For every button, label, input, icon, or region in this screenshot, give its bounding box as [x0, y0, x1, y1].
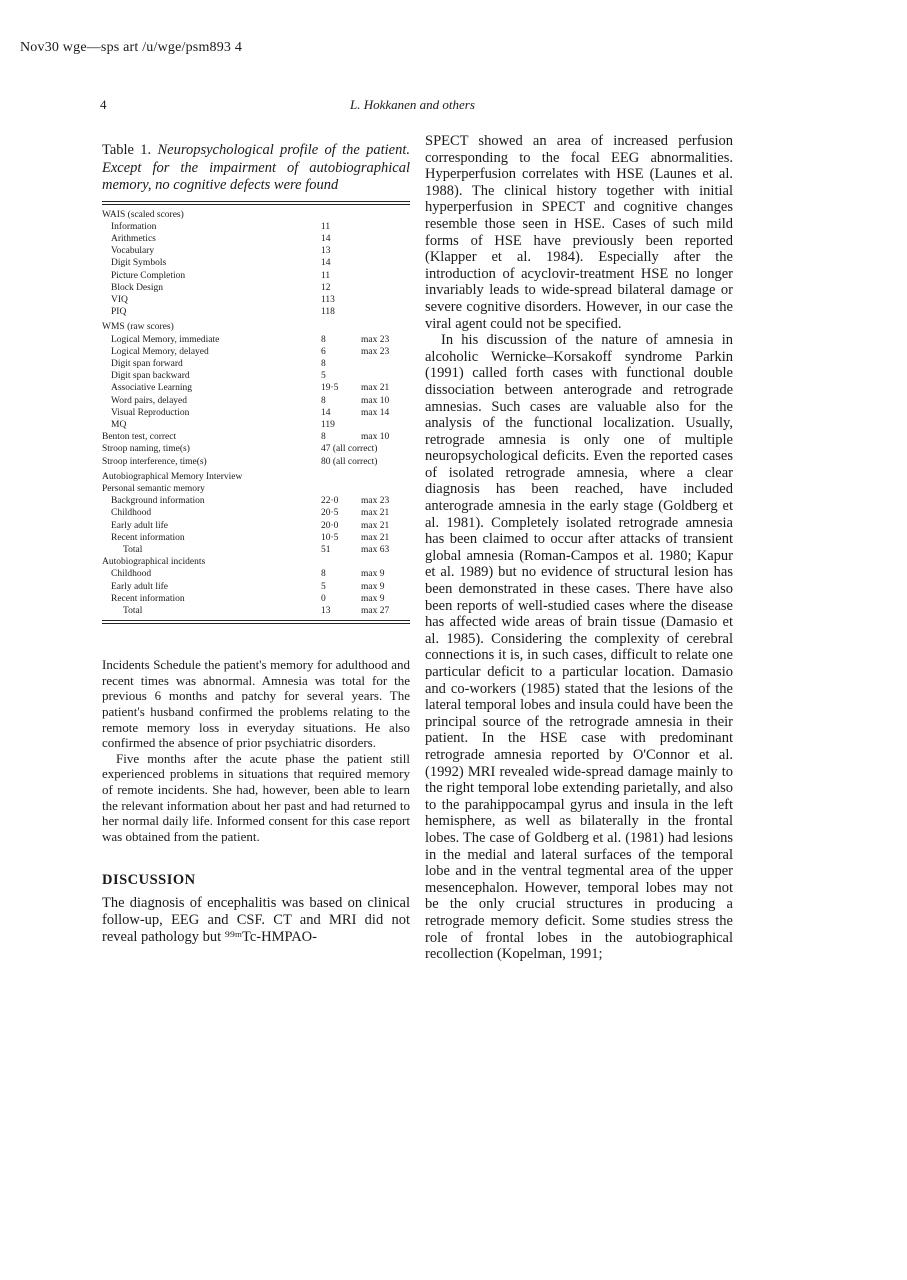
table-row [102, 294, 410, 306]
table-row-label: Early adult life [111, 520, 168, 531]
table-row-label: Recent information [111, 532, 185, 543]
table-row-value: 113 [321, 294, 335, 305]
table-row-value: 12 [321, 282, 331, 293]
table-row-max [361, 370, 410, 382]
table-row-label: Block Design [111, 282, 163, 293]
table-row-max [361, 468, 410, 483]
table-row-max: max 63 [361, 544, 390, 555]
table-row [102, 221, 410, 233]
table-row-value: 5 [321, 581, 326, 592]
table-row-value: 118 [321, 307, 335, 318]
table-row-label: Childhood [111, 508, 152, 519]
table-row-value: 20·0 [321, 520, 339, 531]
table-row-value [321, 209, 361, 221]
table-row-value: 14 [321, 407, 331, 418]
table-row-value: 5 [321, 371, 326, 382]
table-row-label: Stroop interference, time(s) [102, 456, 207, 467]
table-row-max [361, 556, 410, 568]
table-row-value: 119 [321, 419, 335, 430]
table-row-max: max 21 [361, 532, 390, 543]
table-row-max [361, 358, 410, 370]
table-row-value [321, 468, 361, 483]
table-caption-number: Table 1. [102, 142, 152, 158]
table-row-max [361, 245, 410, 257]
table-row-label: Logical Memory, immediate [111, 334, 220, 345]
table-row-value: 8 [321, 358, 326, 369]
running-head: L. Hokkanen and others [350, 97, 475, 112]
table-row-max: max 23 [361, 496, 390, 507]
table-row-max [361, 294, 410, 306]
file-slug: Nov30 wge—sps art /u/wge/psm893 4 [20, 40, 243, 55]
table-row [102, 456, 410, 468]
left-paragraph-1: Incidents Schedule the patient's memory for adulthood and recent times was abnormal. Amnesia was total for the previous 6 months and patchy for several years. The patient's husband confirmed the problems relating to the remote memory loss in everyday situations. He also confirmed the absence of prior psychiatric disorders. [102, 657, 410, 751]
table-row [102, 544, 410, 556]
table-row-label: Digit Symbols [111, 258, 167, 269]
table-row-label: Stroop naming, time(s) [102, 444, 190, 455]
left-column [102, 142, 410, 945]
table-row-label: Digit span backward [111, 371, 190, 382]
table-row [102, 532, 410, 544]
table-row-max: max 9 [361, 581, 385, 592]
table-row [102, 443, 410, 455]
table-row-max: max 9 [361, 593, 385, 604]
table-row [102, 507, 410, 519]
table-row-value: 14 [321, 258, 331, 269]
table-row-label: Early adult life [111, 581, 168, 592]
table-row-label: Logical Memory, delayed [111, 346, 209, 357]
table-row-value [321, 556, 361, 568]
table-row-max: max 21 [361, 508, 390, 519]
table-row [102, 270, 410, 282]
page-number: 4 [100, 97, 107, 112]
table-row-max: max 10 [361, 432, 390, 443]
table-row [102, 257, 410, 269]
table-row-max: max 10 [361, 395, 390, 406]
table-row-value: 0 [321, 593, 326, 604]
table-row-label: Vocabulary [111, 246, 155, 257]
table-row-max [361, 221, 410, 233]
right-paragraph-2: In his discussion of the nature of amnesia in alcoholic Wernicke–Korsakoff syndrome Parkin (1991) called forth cases with functional double dissociation between anterograde and retrograde amnesias. Such cases are valuable also for the analysis of the functional localization. Usually, retrograde amnesia is only one of multiple neuropsychological deficits. Even the reported cases of isolated retrograde amnesia, where a clear diagnosis has been reached, have included anterograde amnesia in the early stage (Goldberg et al. 1981). Completely isolated retrograde amnesia has been claimed to occur after attacks of transient global amnesia (Roman-Campos et al. 1980; Kapur et al. 1989) but no evidence of structural lesion has been demonstrated in these cases. There have also been reports of well-studied cases where the disease has affected wide areas of brain tissue (Damasio et al. 1985). Considering the complexity of cerebral connections it is, in such cases, difficult to relate one particular deficit to a particular location. Damasio and co-workers (1985) stated that the lesions of the lateral temporal lobes and insula could have been the principal source of the retrograde amnesia in their patient. In the HSE case with predominant retrograde amnesia reported by O'Connor et al. (1992) MRI revealed wide-spread damage mainly to the right temporal lobe extending parietally, and also to the parahippocampal gyrus and insula in the left hemisphere, as well as bilaterally in the frontal lobes. The case of Goldberg et al. (1981) had lesions in the medial and lateral surfaces of the temporal lobe and in the ventral tegmental area of the upper mesencephalon. However, temporal lobes may not be the only crucial structures in producing a retrograde memory deficit. Some studies stress the role of frontal lobes in the autobiographical recollection (Kopelman, 1991; [425, 332, 733, 963]
table-row-label: Visual Reproduction [111, 407, 190, 418]
table-row-max: max 27 [361, 606, 390, 616]
table-row-value: 13 [321, 606, 331, 616]
table-row [102, 282, 410, 294]
table-row-max [361, 419, 410, 431]
table-row-value: 11 [321, 270, 331, 281]
table-row-value: 10·5 [321, 532, 339, 543]
table-row [102, 245, 410, 257]
table-row-label: Personal semantic memory [102, 483, 205, 494]
table-row [102, 358, 410, 370]
table-row [102, 605, 410, 617]
table-row-value: 80 (all correct) [321, 456, 378, 467]
right-column [425, 133, 733, 963]
table-row-value: 14 [321, 233, 331, 244]
table-row [102, 483, 410, 495]
table-row-max [361, 282, 410, 294]
table-row-max [361, 270, 410, 282]
table-row [102, 395, 410, 407]
table-row-value [321, 483, 361, 495]
discussion-heading: DISCUSSION [102, 872, 196, 889]
table-row [102, 346, 410, 358]
table-caption [102, 142, 410, 195]
table-row-label: Word pairs, delayed [111, 395, 187, 406]
table-row [102, 382, 410, 394]
table-row-max: max 23 [361, 334, 390, 345]
table-row-label: PIQ [111, 307, 127, 318]
table-row-value: 8 [321, 432, 326, 443]
table-row-label: Childhood [111, 569, 152, 580]
table-row-value: 6 [321, 346, 326, 357]
table-row-max: max 9 [361, 569, 385, 580]
table-row [102, 495, 410, 507]
table-row [102, 419, 410, 431]
table-row-label: Benton test, correct [102, 432, 177, 443]
table-row-max [361, 233, 410, 245]
table-row-max [361, 257, 410, 269]
table-row-max [361, 318, 410, 333]
table-row-label: Autobiographical Memory Interview [102, 471, 243, 482]
table-row-value: 20·5 [321, 508, 339, 519]
table-row [102, 318, 410, 333]
table-top-rule [102, 201, 410, 205]
table-row-value: 22·0 [321, 496, 339, 507]
right-paragraph-1: SPECT showed an area of increased perfusion corresponding to the focal EEG abnormalities. Hyperperfusion correlates with HSE (Launes et al. 1988). The clinical history together with initial hyperperfusion in SPECT and cognitive changes resemble those seen in HSE. Cases of such mild forms of HSE have previously been reported (Klapper et al. 1984). Especially after the introduction of acyclovir-treatment HSE no longer invariably leads to wide-spread bilateral damage or severe cognitive disorders. However, in our case the viral agent could not be specified. [425, 133, 733, 332]
table-row [102, 568, 410, 580]
table-row-label: Recent information [111, 593, 185, 604]
table-row-max: max 21 [361, 520, 390, 531]
table-row-label: MQ [111, 419, 127, 430]
table-row-max [361, 483, 410, 495]
table-row-label: Information [111, 221, 157, 232]
table-row-label: VIQ [111, 294, 128, 305]
table-row [102, 407, 410, 419]
table-row-value: 13 [321, 246, 331, 257]
table-row-label: Total [123, 606, 143, 616]
table-row [102, 556, 410, 568]
table-row-max [361, 209, 410, 221]
table-row [102, 370, 410, 382]
table-row [102, 306, 410, 318]
table-row-label: Total [123, 544, 143, 555]
table-row-max [361, 306, 410, 318]
table-row-value [321, 318, 361, 333]
table-row-value: 8 [321, 569, 326, 580]
table-row [102, 209, 410, 221]
neuropsychological-table [102, 209, 410, 618]
table-row-value: 11 [321, 221, 331, 232]
table-row-label: Picture Completion [111, 270, 186, 281]
table-row [102, 593, 410, 605]
table-row-value: 47 (all correct) [321, 444, 378, 455]
table-row-label: Arithmetics [111, 233, 156, 244]
table-row [102, 431, 410, 443]
discussion-paragraph: The diagnosis of encephalitis was based on clinical follow-up, EEG and CSF. CT and MRI did not reveal pathology but ⁹⁹ᵐTc-HMPAO- [102, 895, 410, 945]
table-caption-text: Neuropsychological profile of the patient. Except for the impairment of autobiographical memory, no cognitive defects were found [102, 142, 411, 193]
table-row-max: max 23 [361, 346, 390, 357]
table-row-label: Digit span forward [111, 358, 183, 369]
table-row-max: max 21 [361, 383, 390, 394]
table-row-max: max 14 [361, 407, 390, 418]
table-row [102, 468, 410, 483]
table-row-value: 51 [321, 544, 331, 555]
table-row-label: Autobiographical incidents [102, 557, 206, 568]
table-row-value: 8 [321, 334, 326, 345]
table-row [102, 233, 410, 245]
table-row [102, 334, 410, 346]
table-row [102, 581, 410, 593]
left-paragraph-2: Five months after the acute phase the patient still experienced problems in situations that required memory of remote incidents. She had, however, been able to learn the relevant information about her past and had returned to her normal daily life. Informed consent for this case report was obtained from the patient. [102, 750, 410, 844]
table-row-value: 8 [321, 395, 326, 406]
table-row-label: WAIS (scaled scores) [102, 209, 184, 220]
table-row-label: WMS (raw scores) [102, 322, 174, 333]
table-row [102, 520, 410, 532]
table-row-label: Background information [111, 496, 205, 507]
table-row-label: Associative Learning [111, 383, 192, 394]
table-row-value: 19·5 [321, 383, 339, 394]
